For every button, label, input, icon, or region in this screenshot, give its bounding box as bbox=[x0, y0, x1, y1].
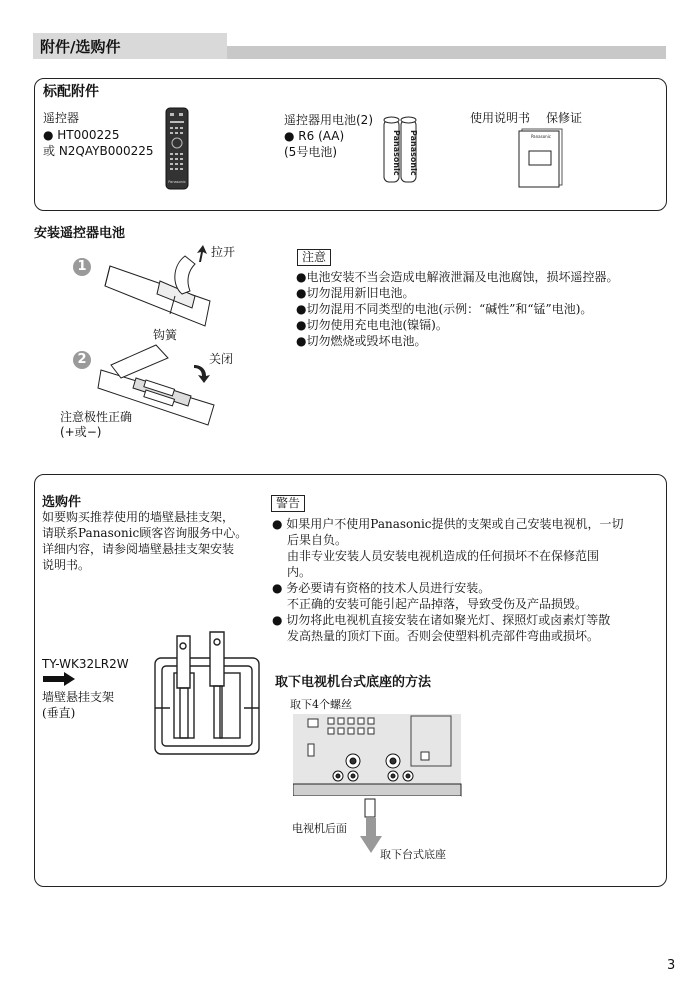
caution-label: 注意 bbox=[297, 249, 331, 266]
bracket-model: TY-WK32LR2W bbox=[42, 657, 129, 671]
warning-item: 不正确的安装可能引起产品掉落，导致受伤及产品损毁。 bbox=[287, 597, 588, 611]
optional-desc-line: 请联系Panasonic顾客咨询服务中心。 bbox=[42, 526, 248, 540]
right-arrow-icon bbox=[42, 672, 76, 686]
close-label: 关闭 bbox=[209, 352, 234, 366]
header-rule bbox=[227, 46, 666, 59]
remove-stand-label: 取下台式底座 bbox=[380, 848, 446, 861]
install-title: 安装遥控器电池 bbox=[34, 226, 126, 241]
open-arrow-icon bbox=[196, 244, 210, 264]
tv-rear-label: 电视机后面 bbox=[292, 822, 347, 835]
battery-note: (5号电池) bbox=[284, 145, 337, 159]
battery-name: 遥控器用电池(2) bbox=[284, 113, 373, 127]
tv-rear-illustration bbox=[293, 714, 462, 818]
screws-label: 取下4个螺丝 bbox=[290, 698, 352, 711]
warning-item: 由非专业安装人员安装电视机造成的任何损坏不在保修范围 bbox=[287, 549, 600, 563]
battery-brand-2: Panasonic bbox=[409, 130, 418, 176]
stand-removal-title: 取下电视机台式底座的方法 bbox=[275, 675, 432, 690]
caution-item: ●切勿使用充电电池(镍镉)。 bbox=[296, 318, 448, 332]
caution-item: ●切勿燃烧或毁坏电池。 bbox=[296, 334, 427, 348]
caution-item: ●切勿混用新旧电池。 bbox=[296, 286, 415, 300]
standard-accessories-title: 标配附件 bbox=[43, 84, 99, 100]
warning-item: 发高热量的顶灯下面。否则会使塑料机壳部件弯曲或损坏。 bbox=[287, 629, 600, 643]
caution-item: ●电池安装不当会造成电解液泄漏及电池腐蚀，损坏遥控器。 bbox=[296, 270, 619, 284]
remote-model-2: 或 N2QAYB000225 bbox=[43, 144, 154, 158]
remote-name: 遥控器 bbox=[43, 111, 80, 125]
manual-image bbox=[517, 126, 565, 188]
bracket-orientation: (垂直) bbox=[42, 706, 76, 720]
manual-name: 使用说明书 bbox=[470, 111, 531, 125]
open-label: 拉开 bbox=[211, 245, 236, 259]
optional-title: 选购件 bbox=[42, 495, 82, 510]
warning-item: 内。 bbox=[287, 565, 312, 579]
warning-item: ● 务必要请有资格的技术人员进行安装。 bbox=[272, 581, 491, 595]
optional-desc-line: 如要购买推荐使用的墙壁悬挂支架， bbox=[42, 510, 235, 524]
remote-logo: Panasonic bbox=[168, 180, 186, 184]
polarity-hint: (+或−) bbox=[60, 425, 102, 439]
optional-desc-line: 详细内容，请参阅墙壁悬挂支架安装 bbox=[42, 542, 235, 556]
warning-label: 警告 bbox=[271, 495, 305, 512]
manual-brand: Panasonic bbox=[530, 134, 551, 139]
step-2-badge: 2 bbox=[73, 351, 91, 369]
step-1-badge: 1 bbox=[73, 258, 91, 276]
bracket-name: 墙壁悬挂支架 bbox=[42, 690, 115, 704]
warning-item: ● 如果用户不使用Panasonic提供的支架或自己安装电视机，一切 bbox=[272, 517, 624, 531]
remote-model-1: ● HT000225 bbox=[43, 128, 120, 142]
battery-brand-1: Panasonic bbox=[392, 130, 401, 176]
hook-label: 钩簧 bbox=[153, 328, 178, 342]
page-title: 附件/选购件 bbox=[40, 38, 121, 56]
battery-type: ● R6 (AA) bbox=[284, 129, 345, 143]
batteries-image bbox=[381, 114, 421, 184]
warning-item: ● 切勿将此电视机直接安装在诸如聚光灯、探照灯或卤素灯等散 bbox=[272, 613, 611, 627]
remote-control-image bbox=[165, 107, 189, 190]
warning-item: 后果自负。 bbox=[287, 533, 348, 547]
wall-bracket-image bbox=[152, 628, 264, 768]
optional-desc-line: 说明书。 bbox=[42, 558, 91, 572]
polarity-label: 注意极性正确 bbox=[60, 410, 133, 424]
warranty-name: 保修证 bbox=[546, 111, 583, 125]
caution-item: ●切勿混用不同类型的电池(示例：“碱性”和“锰”电池)。 bbox=[296, 302, 593, 316]
page-number: 3 bbox=[667, 958, 676, 973]
